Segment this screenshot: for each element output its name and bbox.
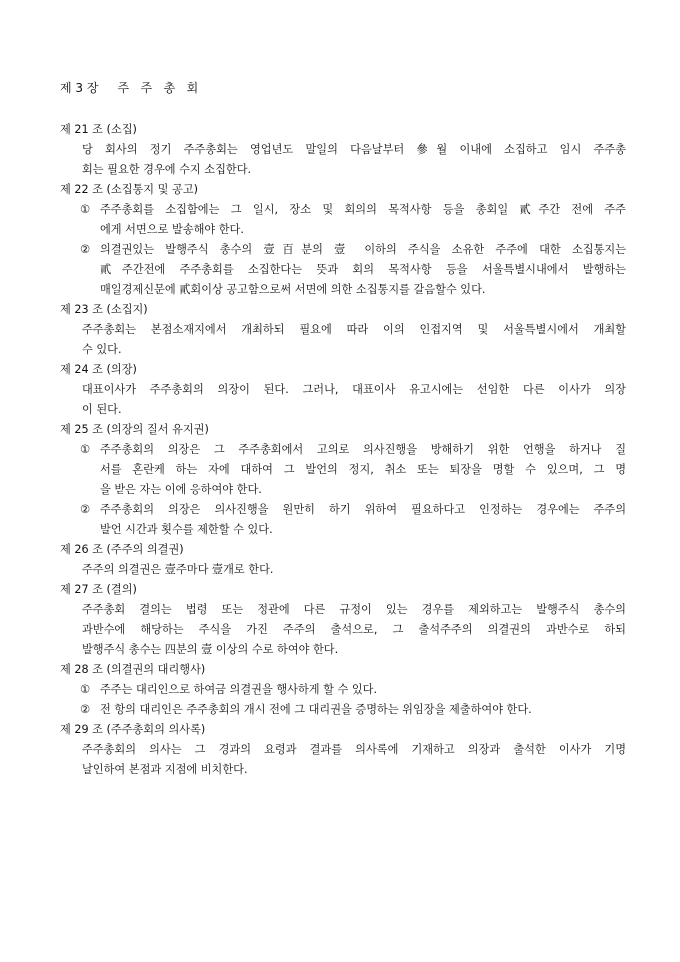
article-item-line — [60, 260, 626, 280]
article-item-line — [60, 240, 626, 260]
item-text: 매일경제신문에 貳회이상 공고함으로써 서면에 의한 소집통지를 갈음할수 있다. — [100, 283, 486, 296]
article — [60, 420, 626, 540]
article-title: 제 21 조 (소집) — [60, 123, 137, 136]
article — [60, 660, 626, 720]
article-body-line: 발행주식 총수는 四분의 壹 이상의 수로 하여야 한다. — [82, 643, 339, 656]
article-item-line — [60, 440, 626, 460]
article-item-line — [60, 220, 626, 240]
article-item-line — [60, 700, 626, 720]
article-item-line — [60, 500, 626, 520]
item-number: ① — [80, 443, 91, 456]
item-text: 을 받은 자는 이에 응하여야 한다. — [100, 483, 262, 496]
item-text: 서를 혼란케 하는 자에 대하여 그 발언의 정지, 취소 또는 퇴장을 명할 수 있으며, 그 명 — [100, 463, 626, 476]
article — [60, 300, 626, 360]
article-title: 제 23 조 (소집지) — [60, 303, 148, 316]
article — [60, 720, 626, 780]
item-number: ② — [80, 503, 91, 516]
article — [60, 360, 626, 420]
article-item-line — [60, 520, 626, 540]
article — [60, 580, 626, 660]
article-body-line: 회는 필요한 경우에 수지 소집한다. — [82, 163, 252, 176]
item-number: ① — [80, 683, 91, 696]
article-item-line — [60, 200, 626, 220]
item-text: 의결권있는 발행주식 총수의 壹百분의 壹 이하의 주식을 소유한 주주에 대한 소집통지는 — [100, 243, 626, 256]
article-title: 제 25 조 (의장의 질서 유지권) — [60, 423, 209, 436]
item-text: 주주는 대리인으로 하여금 의결권을 행사하게 할 수 있다. — [100, 683, 378, 696]
article-body-line: 이 된다. — [82, 403, 122, 416]
item-text: 에게 서면으로 발송해야 한다. — [100, 223, 244, 236]
article-body-line: 당 회사의 정기 주주총회는 영업년도 말일의 다음날부터 參월 이내에 소집하고 임시 주주총 — [82, 143, 626, 156]
item-text: 주주총회의 의장은 그 주주총회에서 고의로 의사진행을 방해하기 위한 언행을 하거나 질 — [100, 443, 626, 456]
item-number: ② — [80, 243, 91, 256]
article-title: 제 22 조 (소집통지 및 공고) — [60, 183, 199, 196]
article-title: 제 24 조 (의장) — [60, 363, 137, 376]
article-item-line — [60, 460, 626, 480]
article-item-line — [60, 280, 626, 300]
item-text: 주주총회를 소집함에는 그 일시, 장소 및 회의의 목적사항 등을 총회일 貳주간 전에 주주 — [100, 203, 626, 216]
article-item-line — [60, 680, 626, 700]
article-body-line: 날인하여 본점과 지점에 비치한다. — [82, 763, 248, 776]
article-title: 제 28 조 (의결권의 대리행사) — [60, 663, 206, 676]
article-body-line: 수 있다. — [82, 343, 122, 356]
article-title: 제 29 조 (주주총회의 의사록) — [60, 723, 206, 736]
chapter-title: 제 3 장 주 주 총 회 — [60, 81, 199, 95]
item-text: 貳주간전에 주주총회를 소집한다는 뜻과 회의 목적사항 등을 서울특별시내에서 발행하는 — [100, 263, 626, 276]
article-body-line: 주주의 의결권은 壹주마다 壹개로 한다. — [82, 563, 274, 576]
article-body-line: 주주총회는 본점소재지에서 개최하되 필요에 따라 이의 인접지역 및 서울특별시에서 개최할 — [82, 323, 626, 336]
article-body-line: 대표이사가 주주총회의 의장이 된다. 그러나, 대표이사 유고시에는 선임한 다른 이사가 의장 — [82, 383, 626, 396]
articles-container — [60, 120, 626, 780]
article — [60, 540, 626, 580]
item-text: 주주총회의 의장은 의사진행을 원만히 하기 위하여 필요하다고 인정하는 경우에는 주주의 — [100, 503, 626, 516]
item-number: ② — [80, 703, 91, 716]
item-text: 발언 시간과 횟수를 제한할 수 있다. — [100, 523, 273, 536]
item-text: 전 항의 대리인은 주주총회의 개시 전에 그 대리권을 증명하는 위임장을 제출하여야 한다. — [100, 703, 532, 716]
article-title: 제 26 조 (주주의 의결권) — [60, 543, 184, 556]
article-item-line — [60, 480, 626, 500]
article-title: 제 27 조 (결의) — [60, 583, 137, 596]
article-body-line: 주주총회의 의사는 그 경과의 요령과 결과를 의사록에 기재하고 의장과 출석한 이사가 기명 — [82, 743, 626, 756]
article-body-line: 주주총회 결의는 법령 또는 정관에 다른 규정이 있는 경우를 제외하고는 발행주식 총수의 — [82, 603, 626, 616]
article — [60, 180, 626, 300]
article — [60, 120, 626, 180]
article-body-line: 과반수에 해당하는 주식을 가진 주주의 출석으로, 그 출석주주의 의결권의 과반수로 하되 — [82, 623, 626, 636]
item-number: ① — [80, 203, 91, 216]
